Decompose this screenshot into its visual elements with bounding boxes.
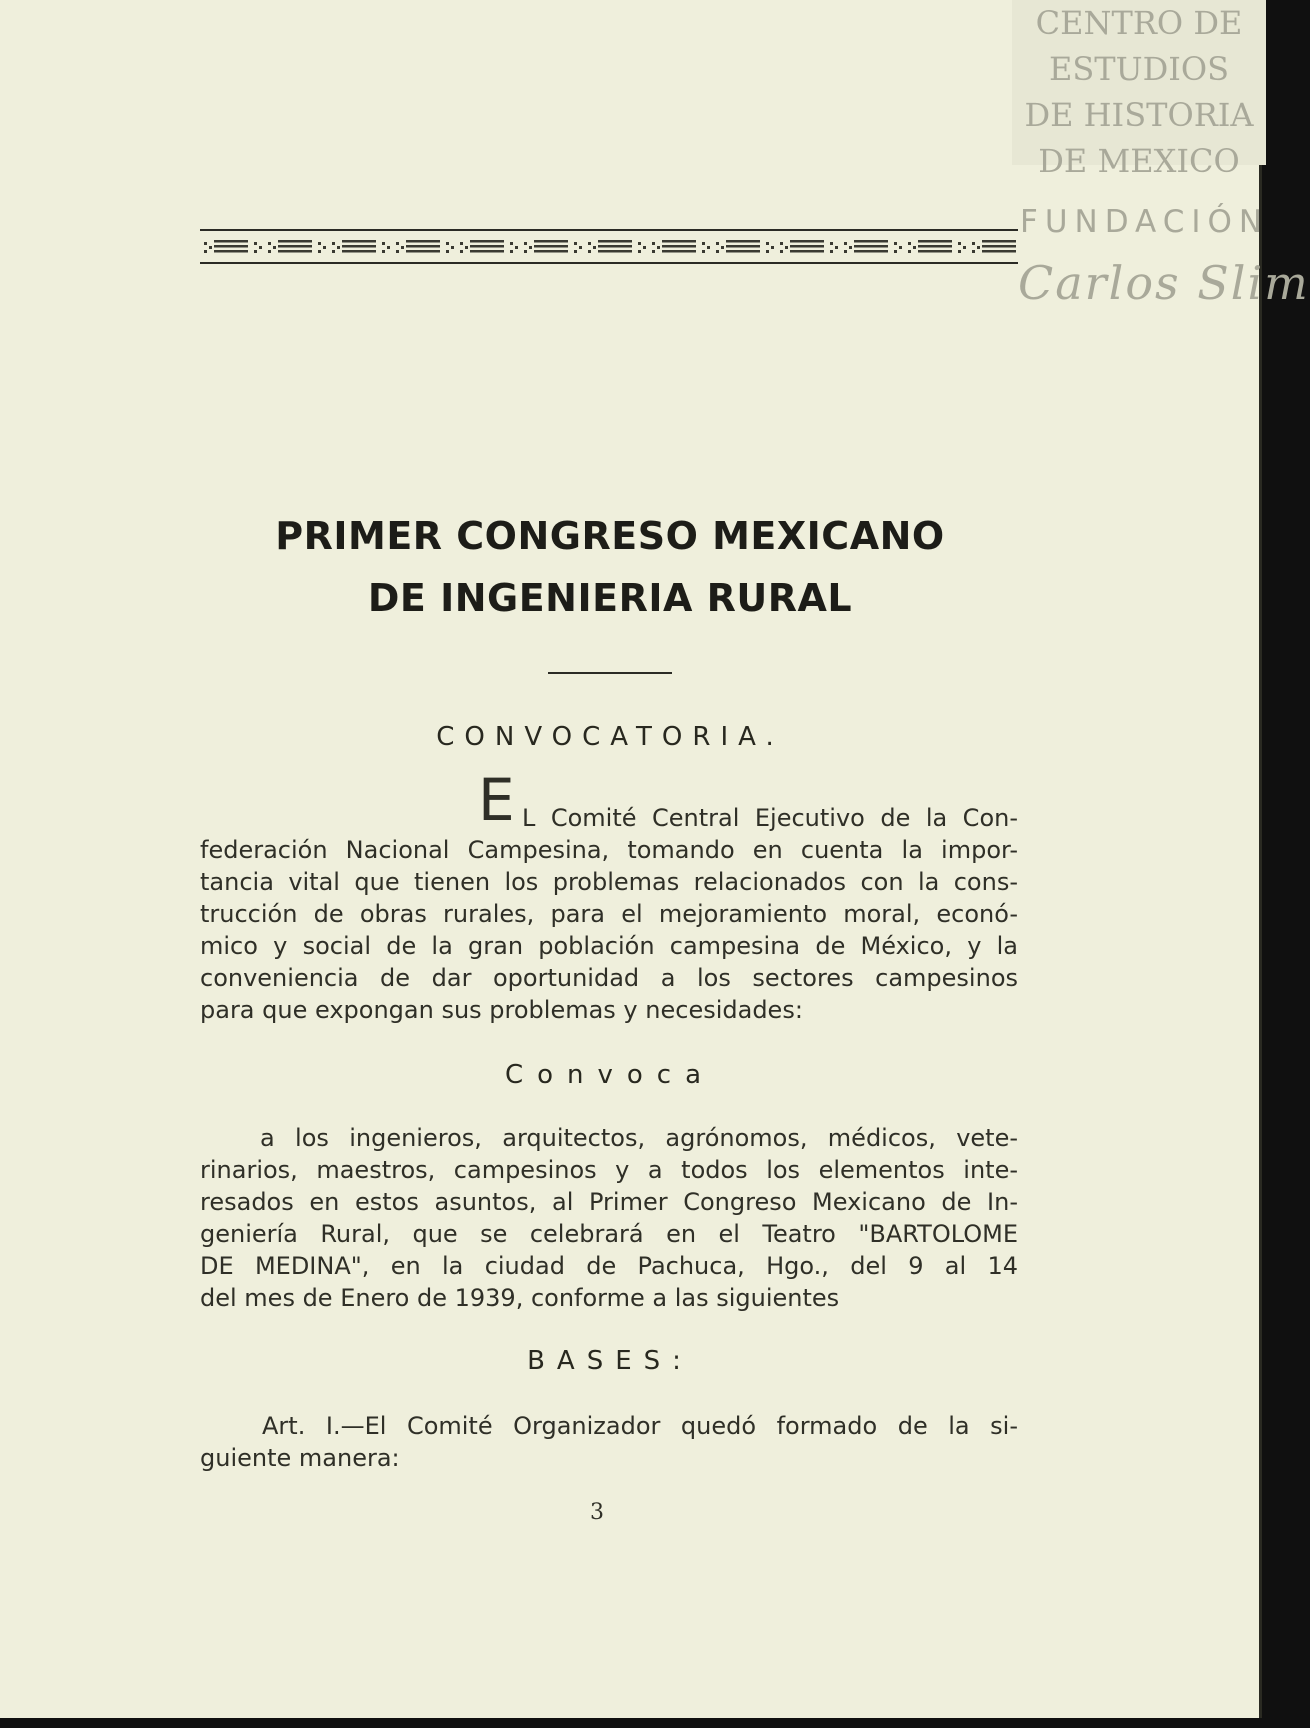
art1-line-1: Art. I.—El Comité Organizador quedó formado de la si- — [262, 1412, 1018, 1440]
watermark-line-4: DE MEXICO — [1038, 142, 1240, 180]
art1-line-2: guiente manera: — [200, 1444, 400, 1472]
signature-watermark: Carlos Slim — [1018, 256, 1310, 310]
title-line-2: DE INGENIERIA RURAL — [367, 576, 853, 620]
intro-line-2: federación Nacional Campesina, tomando en cuenta la impor- — [200, 836, 1018, 864]
intro-line-7: para que expongan sus problemas y necesidades: — [200, 996, 803, 1024]
convoca-line-5: DE MEDINA", en la ciudad de Pachuca, Hgo., del 9 al 14 — [200, 1252, 1018, 1280]
watermark-line-1: CENTRO DE — [1035, 4, 1243, 42]
watermark-line-2: ESTUDIOS — [1048, 50, 1230, 88]
document-title — [200, 505, 1020, 629]
decorative-border — [200, 228, 1018, 266]
convoca-heading: Convoca — [504, 1060, 716, 1090]
page-number: 3 — [590, 1500, 604, 1525]
title-line-1: PRIMER CONGRESO MEXICANO — [275, 514, 945, 558]
convoca-line-3: resados en estos asuntos, al Primer Congreso Mexicano de In- — [200, 1188, 1018, 1216]
intro-line-1: L Comité Central Ejecutivo de la Con- — [522, 804, 1018, 832]
bases-heading: BASES: — [527, 1346, 693, 1376]
watermark-line-3: DE HISTORIA — [1024, 96, 1254, 134]
intro-line-4: trucción de obras rurales, para el mejoramiento moral, econó- — [200, 900, 1018, 928]
convoca-line-1: a los ingenieros, arquitectos, agrónomos, médicos, vete- — [260, 1124, 1018, 1152]
intro-line-3: tancia vital que tienen los problemas relacionados con la cons- — [200, 868, 1018, 896]
foundation-watermark: FUNDACIÓN — [1020, 204, 1270, 240]
intro-line-5: mico y social de la gran población campesina de México, y la — [200, 932, 1018, 960]
institution-watermark — [1012, 0, 1266, 180]
intro-line-6: conveniencia de dar oportunidad a los sectores campesinos — [200, 964, 1018, 992]
convoca-line-2: rinarios, maestros, campesinos y a todos los elementos inte- — [200, 1156, 1018, 1184]
title-divider — [548, 672, 672, 674]
convocatoria-heading: CONVOCATORIA. — [436, 722, 784, 752]
convoca-line-6: del mes de Enero de 1939, conforme a las siguientes — [200, 1284, 840, 1312]
drop-cap: E — [478, 766, 515, 834]
convoca-line-4: geniería Rural, que se celebrará en el Teatro "BARTOLOME — [200, 1220, 1018, 1248]
